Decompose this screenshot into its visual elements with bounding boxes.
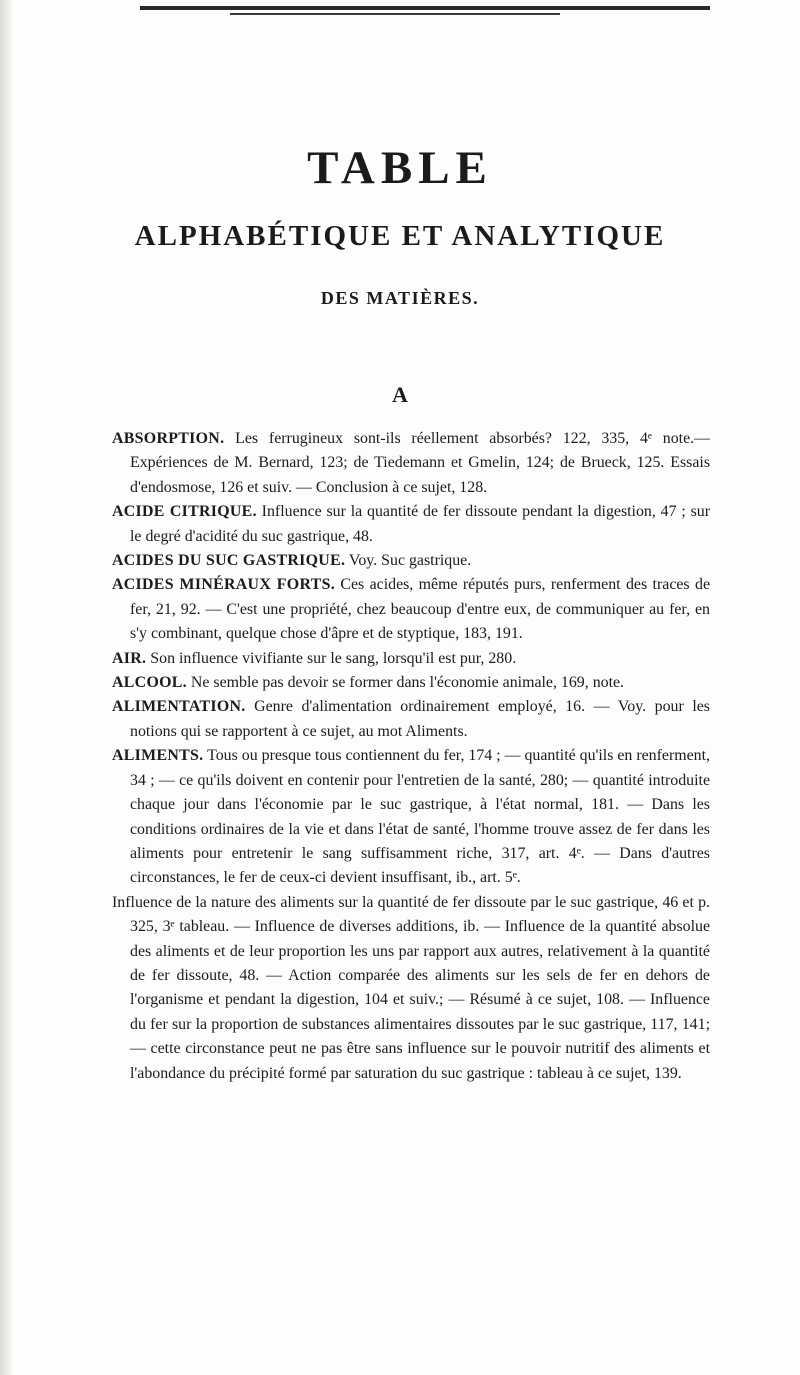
index-entry-absorption <box>112 427 710 500</box>
index-entry-acides-mineraux <box>112 573 710 646</box>
entry-text: Genre d'alimentation ordinairement employé, 16. — Voy. pour les notions qui se rapportent à ce sujet, au mot Aliments. <box>130 698 710 740</box>
entry-heading: AIR. <box>112 649 147 667</box>
index-entry-acides-suc-gastrique <box>112 549 710 573</box>
index-entry-alimentation <box>112 695 710 744</box>
page-title: TABLE <box>307 142 493 194</box>
page-subsubtitle: DES MATIÈRES. <box>320 288 480 308</box>
index-entry-aliments <box>112 744 710 890</box>
entry-text: Ne semble pas devoir se former dans l'économie animale, 169, note. <box>186 674 625 692</box>
index-entry-alcool <box>112 671 710 695</box>
index-entry-air <box>112 647 710 671</box>
entry-heading: ACIDE CITRIQUE. <box>112 503 257 521</box>
entry-heading: ABSORPTION. <box>112 430 225 447</box>
entry-text: Influence sur la quantité de fer dissoute pendant la digestion, 47 ; sur le degré d'acidité du suc gastrique, 48. <box>130 503 710 545</box>
index-entry-aliments-continued <box>112 891 710 1086</box>
index-entry-acide-citrique <box>112 500 710 549</box>
entry-heading: ALCOOL. <box>112 674 187 692</box>
entry-heading: ALIMENTS. <box>112 747 204 765</box>
top-rule-thin <box>230 13 560 15</box>
entry-text: Influence de la nature des aliments sur la quantité de fer dissoute par le suc gastrique, 46 et p. 325, 3ᵉ tableau. — Influence de diverses additions, ib. — Influence de la quantité absolue des aliments et de leur proportion les uns par rapport aux autres, relativement à la quantité de fer dissoute, 48. — Action comparée des aliments sur les sels de fer en dehors de l'organisme et pendant la digestion, 104 et suiv.; — Résumé à ce sujet, 108. — Influence du fer sur la proportion de substances alimentaires dissoutes par le suc gastrique, 117, 141; — cette circonstance peut ne pas être sans influence sur le pouvoir nutritif des aliments et l'abondance du précipité formé par saturation du suc gastrique : tableau à ce sujet, 139. <box>112 893 710 1082</box>
index-entries <box>112 427 710 1086</box>
entry-heading: ACIDES DU SUC GASTRIQUE. <box>112 552 346 570</box>
entry-heading: ACIDES MINÉRAUX FORTS. <box>112 576 335 594</box>
entry-text: Les ferrugineux sont-ils réellement absorbés? 122, 335, 4ᵉ note.— Expériences de M. Bernard, 123; de Tiedemann et Gmelin, 124; de Brueck, 125. Essais d'endosmose, 126 et suiv. — Conclusion à ce sujet, 128. <box>130 430 710 496</box>
entry-text: Voy. Suc gastrique. <box>345 552 472 570</box>
entry-heading: ALIMENTATION. <box>112 698 246 716</box>
page-gutter-shadow <box>0 0 14 1375</box>
entry-text: Tous ou presque tous contiennent du fer, 174 ; — quantité qu'ils en renferment, 34 ; — ce qu'ils doivent en contenir pour l'entretien de la santé, 280; — quantité introduite chaque jour dans l'économie par le suc gastrique, à l'état normal, 181. — Dans les conditions ordinaires de la vie et dans l'état de santé, l'homme trouve assez de fer dans les aliments pour entretenir le sang suffisamment riche, 317, art. 4ᵉ. — Dans d'autres circonstances, le fer de ceux-ci devient insuffisant, ib., art. 5ᵉ. <box>130 747 711 887</box>
top-rule-thick <box>140 6 710 10</box>
section-letter: A <box>392 382 408 407</box>
page-subtitle: ALPHABÉTIQUE ET ANALYTIQUE <box>134 220 666 252</box>
entry-text: Son influence vivifiante sur le sang, lorsqu'il est pur, 280. <box>146 649 517 667</box>
entry-text: Ces acides, même réputés purs, renferment des traces de fer, 21, 92. — C'est une propriété, chez beaucoup d'entre eux, de communiquer au fer, en s'y combinant, quelque chose d'âpre et de styptique, 183, 191. <box>130 576 710 643</box>
